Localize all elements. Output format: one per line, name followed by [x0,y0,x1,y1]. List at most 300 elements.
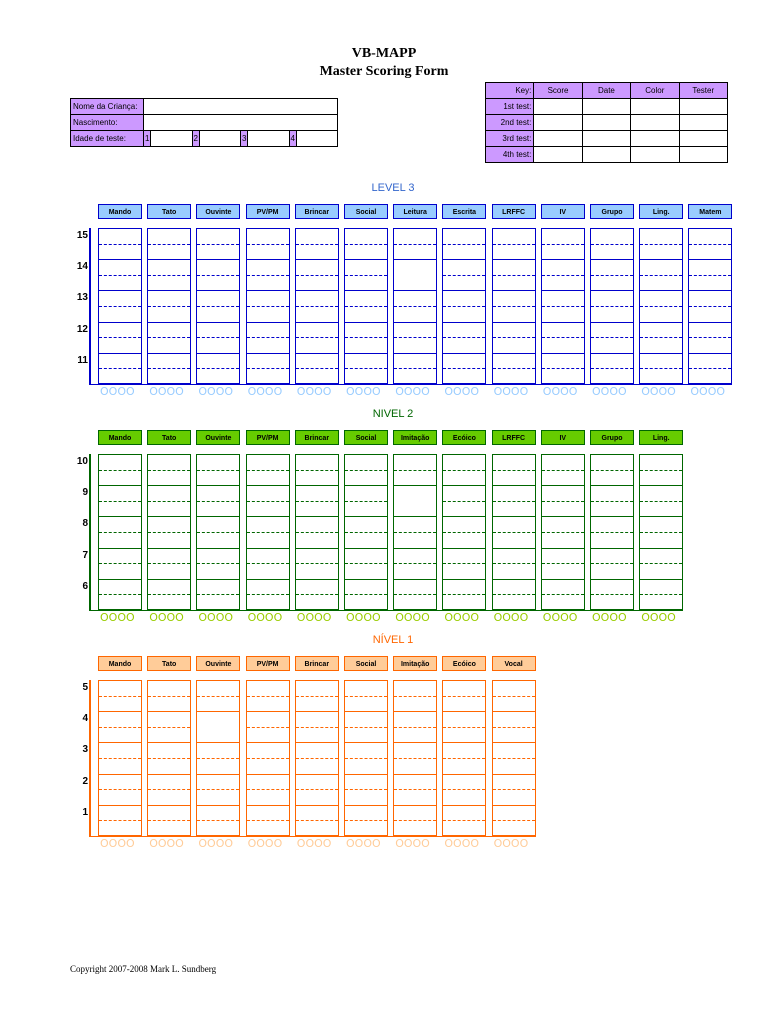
score-column[interactable] [98,228,142,384]
score-circles[interactable]: OOOO [346,611,381,624]
grid-dash [345,594,387,595]
grid-dash [197,789,239,790]
grid-dash [148,789,190,790]
grid-dash [148,563,190,564]
grid-dash [296,727,338,728]
grid-dash [345,563,387,564]
score-circles[interactable]: OOOO [493,611,529,624]
axis-spine [89,228,91,384]
grid-dash [640,594,682,595]
grid-dash [640,306,682,307]
score-circles[interactable]: OOOO [395,837,430,850]
grid-dash [640,337,682,338]
score-circles[interactable]: OOOO [100,385,135,398]
category-header: Social [344,656,388,671]
grid-dash [493,594,535,595]
score-column[interactable] [344,680,388,836]
score-circles[interactable]: OOOO [690,385,726,398]
birth-label: Nascimento: [71,115,144,131]
grid-dash [493,501,535,502]
grid-dash [99,789,141,790]
grid-dash [345,727,387,728]
grid-dash [640,275,682,276]
grid-dash [99,820,141,821]
score-circles[interactable]: OOOO [542,385,578,398]
grid-line [542,579,584,580]
score-circles[interactable]: OOOO [296,837,332,850]
grid-line [99,805,141,806]
score-column[interactable] [295,454,339,610]
key-cell[interactable] [582,99,630,115]
birth-field[interactable] [144,115,338,131]
key-cell[interactable] [631,99,679,115]
score-column[interactable] [639,228,683,384]
age-field-4[interactable] [296,131,337,147]
grid-line [591,290,633,291]
grid-line [197,548,239,549]
grid-line [493,516,535,517]
grid-dash [197,275,239,276]
category-header: Mando [98,430,142,445]
score-column[interactable] [541,454,585,610]
grid-line [197,711,239,712]
grid-line [247,774,289,775]
grid-line [345,290,387,291]
grid-line [197,290,239,291]
grid-line [394,548,436,549]
grid-line [99,290,141,291]
key-cell[interactable] [534,131,582,147]
grid-line [640,548,682,549]
name-field[interactable] [144,99,338,115]
score-column[interactable] [98,680,142,836]
grid-dash [591,275,633,276]
grid-line [296,548,338,549]
grid-dash [197,470,239,471]
grid-line [345,322,387,323]
category-header: Brincar [295,430,339,445]
category-header: Imitação [393,656,437,671]
score-circles[interactable]: OOOO [542,611,578,624]
grid-line [542,485,584,486]
grid-dash [197,337,239,338]
key-cell[interactable] [631,131,679,147]
key-cell[interactable] [631,115,679,131]
score-column[interactable] [393,228,437,384]
score-column[interactable] [393,680,437,836]
key-cell[interactable] [534,99,582,115]
grid-dash [148,594,190,595]
age-field-3[interactable] [248,131,289,147]
row-number: 8 [82,518,88,530]
grid-line [591,548,633,549]
score-column[interactable] [295,680,339,836]
score-circles[interactable]: OOOO [247,385,283,398]
grid-dash [345,532,387,533]
grid-dash [493,470,535,471]
grid-line [640,259,682,260]
grid-dash [296,563,338,564]
grid-dash [247,337,289,338]
category-header: Ouvinte [196,204,240,219]
grid-dash [197,501,239,502]
grid-dash [296,306,338,307]
grid-line [689,290,731,291]
grid-line [443,805,485,806]
grid-dash [640,470,682,471]
grid-line [148,805,190,806]
category-header: Escrita [442,204,486,219]
score-column[interactable] [688,228,732,384]
category-header: Brincar [295,204,339,219]
grid-line [247,516,289,517]
grid-dash [247,727,289,728]
grid-line [640,485,682,486]
category-header: Tato [147,204,191,219]
grid-dash [591,306,633,307]
grid-line [247,711,289,712]
category-header: Tato [147,430,191,445]
grid-line [542,353,584,354]
category-header: Ecóico [442,430,486,445]
score-column[interactable] [442,680,486,836]
grid-line [493,353,535,354]
grid-line [542,322,584,323]
grid-dash [247,244,289,245]
score-column[interactable] [492,680,536,836]
grid-dash [542,337,584,338]
axis-spine [89,680,91,836]
score-circles[interactable]: OOOO [641,611,676,624]
level-2-title: NIVEL 2 [372,408,414,420]
score-column[interactable] [246,454,290,610]
grid-line [99,353,141,354]
grid-line [443,579,485,580]
grid-line [296,353,338,354]
grid-line [394,579,436,580]
grid-dash [443,275,485,276]
category-header: Matem [688,204,732,219]
category-header: Grupo [590,430,634,445]
grid-dash [493,306,535,307]
grid-line [345,742,387,743]
category-header: Grupo [590,204,634,219]
score-column[interactable] [541,228,585,384]
grid-dash [443,532,485,533]
grid-dash [247,306,289,307]
grid-line [197,259,239,260]
grid-line [148,579,190,580]
score-circles[interactable]: OOOO [592,611,627,624]
category-header: Tato [147,656,191,671]
grid-line [148,742,190,743]
key-label: Key: [486,83,534,99]
grid-dash [542,275,584,276]
grid-dash [296,368,338,369]
key-cell[interactable] [534,115,582,131]
grid-dash [197,820,239,821]
grid-dash [394,244,436,245]
grid-line [296,290,338,291]
grid-line [394,516,436,517]
score-circles[interactable]: OOOO [493,385,529,398]
grid-line [394,353,436,354]
age-field-1[interactable] [151,131,192,147]
grid-line [197,516,239,517]
key-row-4th: 4th test: [486,147,534,163]
grid-line [591,353,633,354]
score-circles[interactable]: OOOO [444,837,480,850]
grid-line [394,711,436,712]
grid-dash [197,532,239,533]
grid-line [247,548,289,549]
score-column[interactable] [196,680,240,836]
grid-line [296,742,338,743]
score-circles[interactable]: OOOO [641,385,676,398]
score-column[interactable] [147,228,191,384]
score-column[interactable] [344,228,388,384]
grid-dash [542,501,584,502]
grid-line [247,322,289,323]
score-circles[interactable]: OOOO [444,385,480,398]
score-column[interactable] [196,454,240,610]
score-circles[interactable]: OOOO [395,611,430,624]
grid-line [148,353,190,354]
grid-line [148,290,190,291]
grid-dash [542,368,584,369]
score-circles[interactable]: OOOO [395,385,430,398]
category-header: Brincar [295,656,339,671]
score-column[interactable] [147,680,191,836]
key-row-1st: 1st test: [486,99,534,115]
score-circles[interactable]: OOOO [149,385,184,398]
row-number: 1 [82,806,88,818]
score-column[interactable] [492,228,536,384]
row-number: 13 [76,292,88,304]
grid-dash [542,532,584,533]
score-circles[interactable]: OOOO [100,611,135,624]
score-circles[interactable]: OOOO [100,837,135,850]
score-circles[interactable]: OOOO [247,837,283,850]
score-column[interactable] [590,454,634,610]
category-header: Ecóico [442,656,486,671]
grid-line [591,485,633,486]
grid-dash [345,306,387,307]
score-column[interactable] [246,228,290,384]
grid-dash [247,758,289,759]
grid-line [99,259,141,260]
grid-line [493,774,535,775]
grid-dash [640,244,682,245]
grid-line [197,485,239,486]
key-cell[interactable] [582,131,630,147]
category-header: PV/PM [246,204,290,219]
score-circles[interactable]: OOOO [296,385,332,398]
score-circles[interactable]: OOOO [346,385,381,398]
grid-dash [394,758,436,759]
score-circles[interactable]: OOOO [198,385,234,398]
category-header: Mando [98,656,142,671]
age-num-2: 2 [192,131,199,147]
grid-dash [197,696,239,697]
score-column[interactable] [639,454,683,610]
key-cell[interactable] [679,115,728,131]
grid-line [689,259,731,260]
level-3-title: LEVEL 3 [371,182,415,194]
score-column[interactable] [295,228,339,384]
grid-dash [247,696,289,697]
score-column[interactable] [442,228,486,384]
score-circles[interactable]: OOOO [149,837,184,850]
score-column[interactable] [344,454,388,610]
grid-line [443,711,485,712]
grid-dash [148,368,190,369]
score-circles[interactable]: OOOO [198,611,234,624]
score-column[interactable] [492,454,536,610]
grid-line [296,485,338,486]
grid-line [394,259,436,260]
grid-dash [99,337,141,338]
score-column[interactable] [147,454,191,610]
grid-dash [443,820,485,821]
key-header-tester: Tester [679,83,728,99]
grid-dash [443,368,485,369]
score-column[interactable] [98,454,142,610]
grid-line [148,485,190,486]
score-circles[interactable]: OOOO [198,837,234,850]
grid-dash [493,563,535,564]
grid-line [542,548,584,549]
copyright: Copyright 2007-2008 Mark L. Sundberg [70,964,217,974]
grid-dash [640,563,682,564]
grid-dash [247,368,289,369]
grid-dash [99,306,141,307]
grid-dash [394,532,436,533]
grid-line [394,485,436,486]
score-circles[interactable]: OOOO [592,385,627,398]
key-cell[interactable] [679,131,728,147]
grid-line [443,516,485,517]
grid-line [296,774,338,775]
category-header: Social [344,204,388,219]
key-cell[interactable] [534,147,582,163]
grid-dash [640,501,682,502]
grid-dash [197,563,239,564]
grid-dash [345,337,387,338]
grid-line [247,579,289,580]
age-label: Idade de teste: [71,131,144,147]
key-cell[interactable] [679,147,728,163]
key-cell[interactable] [679,99,728,115]
grid-dash [345,758,387,759]
score-circles[interactable]: OOOO [493,837,529,850]
key-cell[interactable] [582,147,630,163]
grid-dash [591,470,633,471]
grid-dash [247,820,289,821]
grid-dash [542,306,584,307]
grid-dash [443,696,485,697]
grid-dash [443,563,485,564]
grid-line [99,579,141,580]
score-circles[interactable]: OOOO [149,611,184,624]
grid-line [394,290,436,291]
grid-dash [493,532,535,533]
category-header: Ouvinte [196,430,240,445]
category-header: Social [344,430,388,445]
grid-dash [394,696,436,697]
grid-line [689,322,731,323]
category-header: PV/PM [246,430,290,445]
grid-line [197,742,239,743]
score-column[interactable] [196,228,240,384]
grid-dash [148,501,190,502]
score-column[interactable] [442,454,486,610]
grid-line [345,774,387,775]
score-circles[interactable]: OOOO [296,611,332,624]
grid-dash [247,563,289,564]
category-header: Imitação [393,430,437,445]
score-column[interactable] [393,454,437,610]
row-number: 11 [77,354,88,366]
grid-dash [296,532,338,533]
grid-dash [345,696,387,697]
score-circles[interactable]: OOOO [444,611,480,624]
grid-line [689,353,731,354]
grid-line [296,259,338,260]
grid-line [345,548,387,549]
grid-dash [443,789,485,790]
grid-dash [394,727,436,728]
grid-dash [197,306,239,307]
grid-dash [345,789,387,790]
grid-line [197,805,239,806]
score-circles[interactable]: OOOO [247,611,283,624]
grid-dash [591,594,633,595]
age-field-2[interactable] [199,131,240,147]
score-column[interactable] [246,680,290,836]
grid-line [443,259,485,260]
score-circles[interactable]: OOOO [346,837,381,850]
grid-dash [197,594,239,595]
score-column[interactable] [590,228,634,384]
category-header: IV [541,204,585,219]
grid-dash [689,306,731,307]
grid-dash [148,758,190,759]
grid-dash [148,532,190,533]
row-number: 5 [82,682,88,693]
age-num-3: 3 [241,131,248,147]
row-number: 15 [76,230,88,241]
grid-line [640,579,682,580]
grid-dash [296,594,338,595]
grid-dash [296,758,338,759]
grid-dash [394,337,436,338]
grid-dash [345,275,387,276]
key-cell[interactable] [582,115,630,131]
row-number: 9 [82,487,88,499]
grid-dash [148,696,190,697]
grid-line [148,516,190,517]
grid-dash [296,789,338,790]
page-title: VB-MAPP [351,46,417,61]
grid-line [247,290,289,291]
grid-line [148,322,190,323]
grid-dash [148,470,190,471]
grid-dash [247,594,289,595]
key-cell[interactable] [631,147,679,163]
grid-dash [345,501,387,502]
grid-dash [148,820,190,821]
